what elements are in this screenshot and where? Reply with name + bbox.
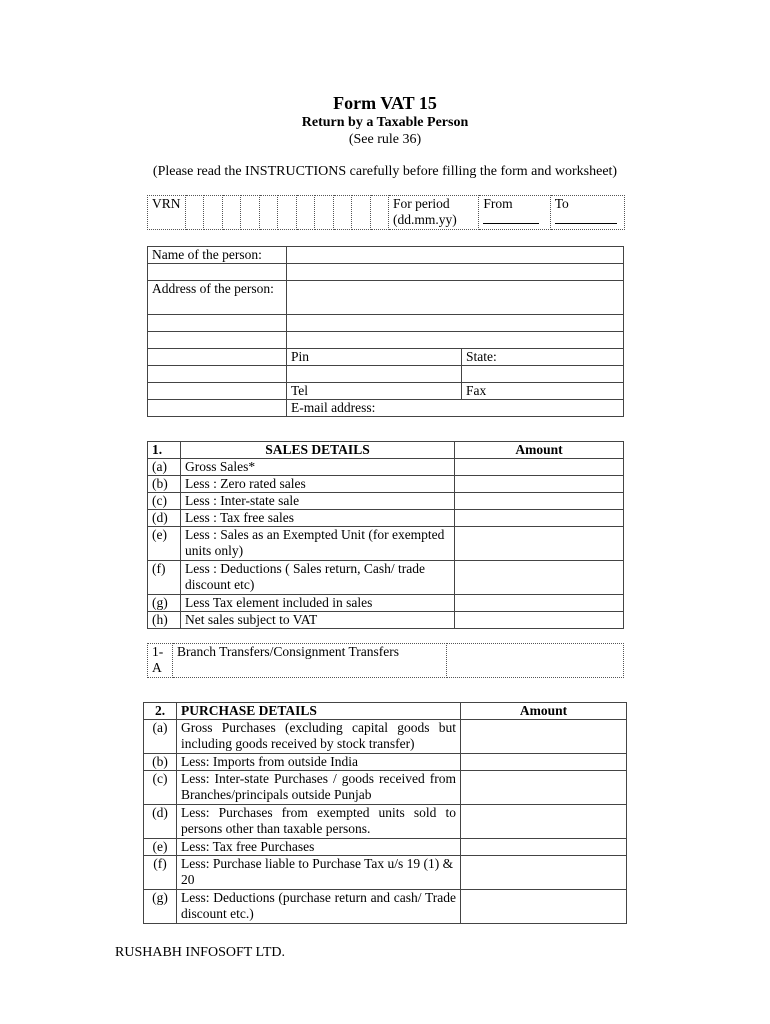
sales-row-code: (e) — [148, 527, 181, 561]
vrn-label: VRN — [148, 196, 186, 230]
vrn-digit-box[interactable] — [296, 196, 315, 230]
sales-row-code: (h) — [148, 612, 181, 629]
period-from-field[interactable] — [479, 196, 550, 230]
vrn-digit-box[interactable] — [278, 196, 297, 230]
tel-label: Tel — [291, 383, 309, 398]
state-field[interactable] — [462, 349, 624, 366]
purchase-amount-field[interactable] — [461, 754, 627, 771]
sales-row-label: Less : Deductions ( Sales return, Cash/ trade discount etc) — [181, 561, 455, 595]
vrn-digit-box[interactable] — [204, 196, 223, 230]
sales-row-label: Net sales subject to VAT — [181, 612, 455, 629]
sales-amount-field[interactable] — [455, 595, 624, 612]
fax-field[interactable] — [462, 383, 624, 400]
sales-row-code: (a) — [148, 459, 181, 476]
blank-cell — [287, 366, 462, 383]
sales-amount-field[interactable] — [455, 612, 624, 629]
sales-table — [147, 441, 624, 629]
vrn-digit-box[interactable] — [222, 196, 241, 230]
purchase-row-label: Less: Purchases from exempted units sold to persons other than taxable persons. — [177, 805, 461, 839]
purchase-amount-field[interactable] — [461, 839, 627, 856]
blank-cell — [148, 366, 287, 383]
purchase-row-code: (e) — [144, 839, 177, 856]
sales-row-label: Less : Zero rated sales — [181, 476, 455, 493]
branch-table — [147, 643, 624, 678]
purchase-number: 2. — [144, 703, 177, 720]
purchase-row-code: (g) — [144, 890, 177, 924]
to-label: To — [554, 196, 569, 211]
purchase-amount-header: Amount — [461, 703, 627, 720]
sales-heading: SALES DETAILS — [181, 442, 455, 459]
purchase-row-code: (c) — [144, 771, 177, 805]
purchase-row-label: Less: Deductions (purchase return and cash/ Trade discount etc.) — [177, 890, 461, 924]
period-label: For period (dd.mm.yy) — [389, 196, 479, 230]
form-title: Form VAT 15 — [333, 93, 437, 113]
purchase-amount-field[interactable] — [461, 720, 627, 754]
blank-cell — [148, 315, 287, 332]
purchase-heading: PURCHASE DETAILS — [177, 703, 461, 720]
address-field-line3[interactable] — [287, 332, 624, 349]
purchase-row-code: (a) — [144, 720, 177, 754]
address-field[interactable] — [287, 281, 624, 315]
address-field-line2[interactable] — [287, 315, 624, 332]
vrn-digit-box[interactable] — [333, 196, 352, 230]
state-label: State: — [466, 349, 497, 364]
sales-row-code: (g) — [148, 595, 181, 612]
rule-reference: (See rule 36) — [348, 132, 422, 147]
vrn-digit-box[interactable] — [241, 196, 260, 230]
sales-amount-field[interactable] — [455, 459, 624, 476]
from-underline — [483, 213, 539, 224]
name-field[interactable] — [287, 247, 624, 264]
purchase-amount-field[interactable] — [461, 805, 627, 839]
purchase-row-label: Less: Purchase liable to Purchase Tax u/s 19 (1) & 20 — [177, 856, 461, 890]
pin-label: Pin — [291, 349, 310, 364]
email-label: E-mail address: — [291, 400, 376, 415]
blank-cell — [148, 383, 287, 400]
branch-label: Branch Transfers/Consignment Transfers — [173, 644, 447, 678]
from-label: From — [483, 196, 513, 211]
purchase-row-code: (f) — [144, 856, 177, 890]
sales-row-label: Less : Sales as an Exempted Unit (for exempted units only) — [181, 527, 455, 561]
sales-row-code: (f) — [148, 561, 181, 595]
blank-cell — [148, 400, 287, 417]
vrn-digit-box[interactable] — [185, 196, 204, 230]
instructions-note: (Please read the INSTRUCTIONS carefully before filling the form and worksheet) — [152, 164, 618, 179]
branch-number: 1-A — [148, 644, 173, 678]
sales-amount-header: Amount — [455, 442, 624, 459]
sales-row-code: (b) — [148, 476, 181, 493]
purchase-row-code: (d) — [144, 805, 177, 839]
company-footer: RUSHABH INFOSOFT LTD. — [115, 945, 285, 960]
blank-cell — [148, 332, 287, 349]
sales-row-label: Less : Tax free sales — [181, 510, 455, 527]
sales-amount-field[interactable] — [455, 476, 624, 493]
blank-cell — [148, 264, 287, 281]
vrn-digit-box[interactable] — [315, 196, 334, 230]
vrn-table — [147, 195, 625, 230]
name-label: Name of the person: — [148, 247, 287, 264]
person-table — [147, 246, 624, 417]
period-to-field[interactable] — [550, 196, 624, 230]
sales-row-code: (c) — [148, 493, 181, 510]
purchase-row-label: Less: Tax free Purchases — [177, 839, 461, 856]
sales-number: 1. — [148, 442, 181, 459]
vrn-digit-box[interactable] — [370, 196, 389, 230]
sales-amount-field[interactable] — [455, 527, 624, 561]
purchase-table — [143, 702, 627, 924]
sales-row-code: (d) — [148, 510, 181, 527]
email-field[interactable] — [287, 400, 624, 417]
tel-field[interactable] — [287, 383, 462, 400]
purchase-row-label: Less: Inter-state Purchases / goods received from Branches/principals outside Punjab — [177, 771, 461, 805]
purchase-row-label: Gross Purchases (excluding capital goods but including goods received by stock transfer) — [177, 720, 461, 754]
vrn-digit-box[interactable] — [352, 196, 371, 230]
blank-cell — [462, 366, 624, 383]
form-subtitle: Return by a Taxable Person — [301, 115, 469, 130]
fax-label: Fax — [466, 383, 487, 398]
sales-row-label: Less : Inter-state sale — [181, 493, 455, 510]
vrn-digit-box[interactable] — [259, 196, 278, 230]
purchase-amount-field[interactable] — [461, 771, 627, 805]
pin-field[interactable] — [287, 349, 462, 366]
sales-amount-field[interactable] — [455, 510, 624, 527]
sales-amount-field[interactable] — [455, 561, 624, 595]
sales-amount-field[interactable] — [455, 493, 624, 510]
sales-row-label: Less Tax element included in sales — [181, 595, 455, 612]
purchase-amount-field[interactable] — [461, 890, 627, 924]
purchase-row-code: (b) — [144, 754, 177, 771]
purchase-row-label: Less: Imports from outside India — [177, 754, 461, 771]
branch-amount-field[interactable] — [447, 644, 624, 678]
purchase-amount-field[interactable] — [461, 856, 627, 890]
to-underline — [555, 213, 617, 224]
sales-row-label: Gross Sales* — [181, 459, 455, 476]
blank-cell — [148, 349, 287, 366]
name-field-extra[interactable] — [287, 264, 624, 281]
address-label: Address of the person: — [148, 281, 287, 315]
